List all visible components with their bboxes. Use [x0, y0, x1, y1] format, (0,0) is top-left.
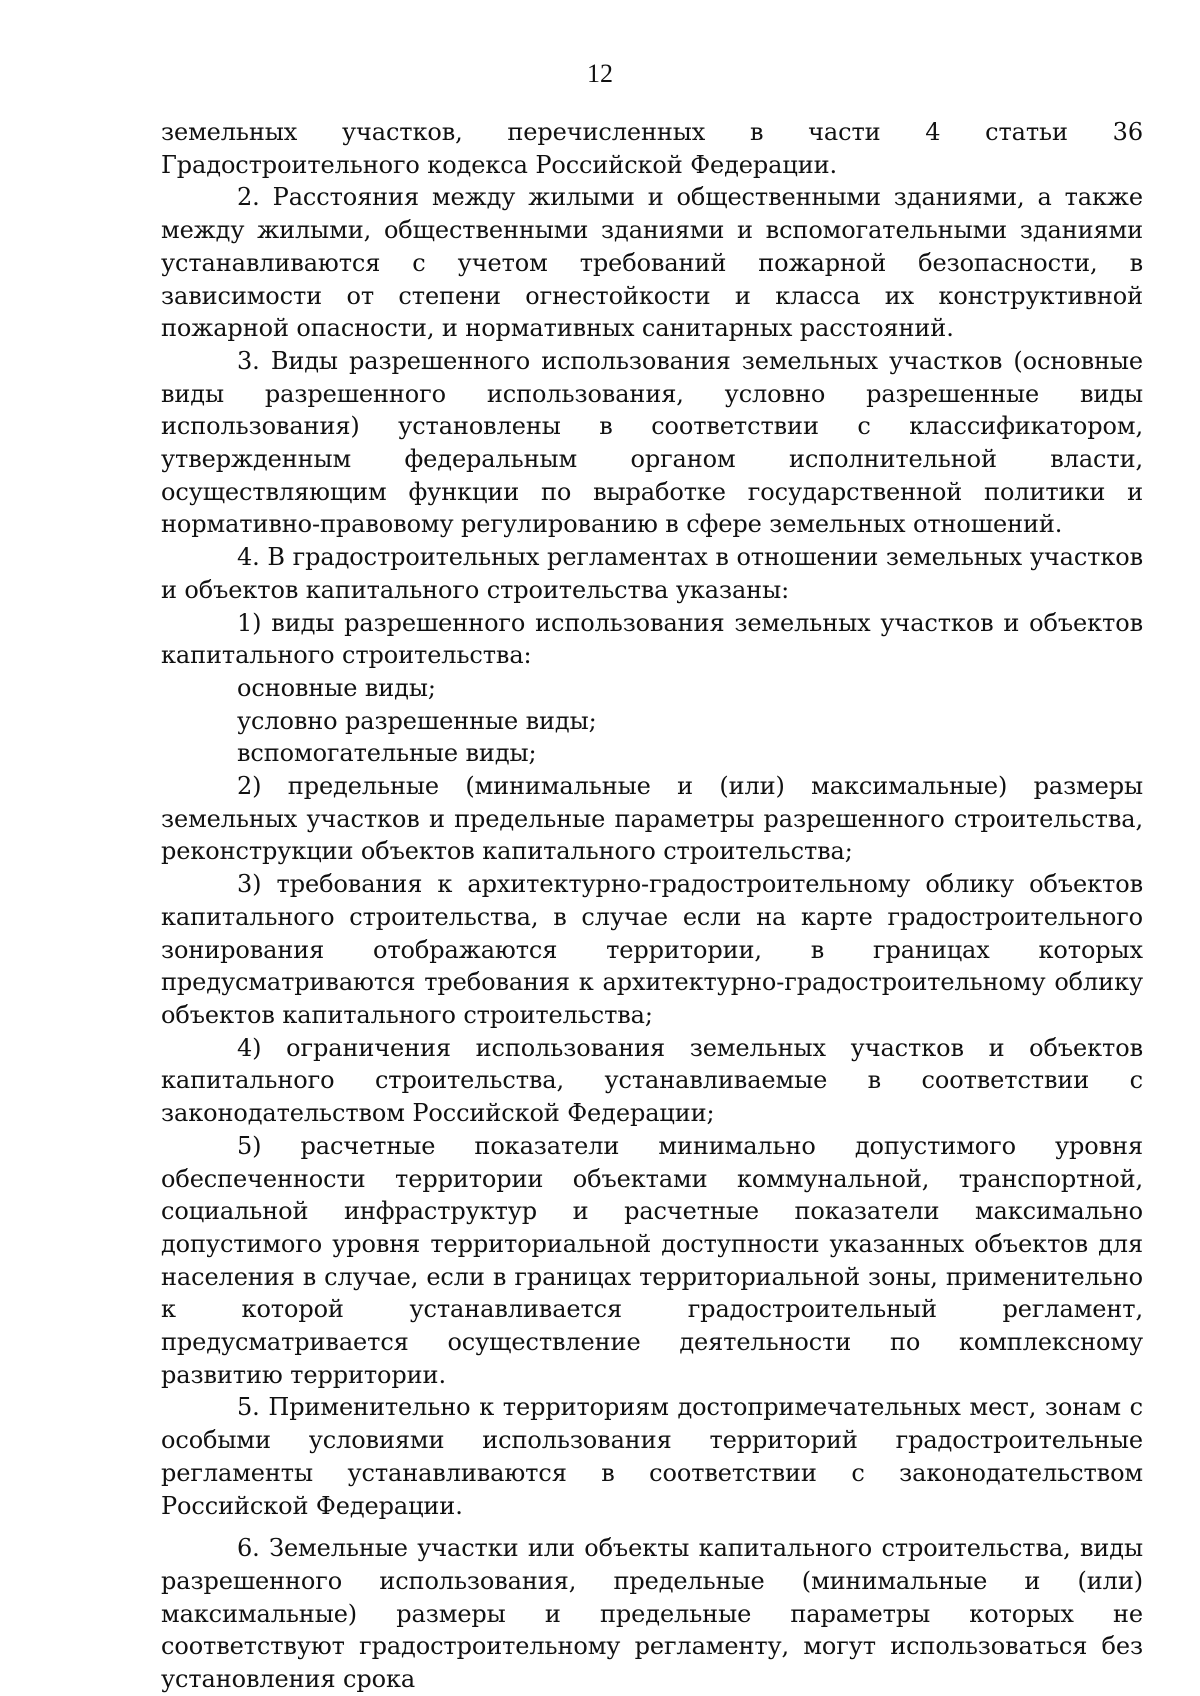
subitem-2: 2) предельные (минимальные и (или) максимальные) размеры земельных участков и предельные параметры разрешенного строительства, реконструкции объектов капитального строительства; [161, 772, 1143, 866]
page-number: 12 [587, 59, 613, 88]
subitem-4: 4) ограничения использования земельных участков и объектов капитального строительства, устанавливаемые в соответствии с законодательством Российской Федерации; [161, 1033, 1143, 1128]
paragraph-6: 6. Земельные участки или объекты капитального строительства, виды разрешенного использования, предельные (минимальные и (или) максимальные) размеры и предельные параметры которых не соответствуют градостроительному регламенту, могут использоваться без установления срока [161, 1534, 1143, 1694]
paragraph-4: 4. В градостроительных регламентах в отношении земельных участков и объектов капитального строительства указаны: [161, 543, 1143, 604]
list-item-auxiliary-types: вспомогательные виды; [237, 739, 537, 768]
document-body [161, 116, 1143, 1696]
paragraph-continuation: земельных участков, перечисленных в части 4 статьи 36 Градостроительного кодекса Российской Федерации. [161, 118, 1143, 179]
list-item-main-types: основные виды; [237, 673, 436, 702]
paragraph-5: 5. Применительно к территориям достопримечательных мест, зонам с особыми условиями использования территорий градостроительные регламенты устанавливаются в соответствии с законодательством Российской Федерации. [161, 1393, 1143, 1520]
subitem-5: 5) расчетные показатели минимально допустимого уровня обеспеченности территории объектами коммунальной, транспортной, социальной инфраструктур и расчетные показатели максимально допустимого уровня территориальной доступности указанных объектов для населения в случае, если в границах территориальной зоны, применительно к которой устанавливается градостроительный регламент, предусматривается осуществление деятельности по комплексному развитию территории. [161, 1131, 1143, 1389]
paragraph-2: 2. Расстояния между жилыми и общественными зданиями, а также между жилыми, общественными зданиями и вспомогательными зданиями устанавливаются с учетом требований пожарной безопасности, в зависимости от степени огнестойкости и класса их конструктивной пожарной опасности, и нормативных санитарных расстояний. [161, 183, 1143, 343]
list-item-conditional-types: условно разрешенные виды; [237, 706, 597, 735]
subitem-3: 3) требования к архитектурно-градостроительному облику объектов капитального строительства, в случае если на карте градостроительного зонирования отображаются территории, в границах которых предусматриваются требования к архитектурно-градостроительному облику объектов капитального строительства; [161, 870, 1143, 1029]
subitem-1: 1) виды разрешенного использования земельных участков и объектов капитального строительства: [161, 608, 1143, 670]
paragraph-3: 3. Виды разрешенного использования земельных участков (основные виды разрешенного использования, условно разрешенные виды использования) установлены в соответствии с классификатором, утвержденным федеральным органом исполнительной власти, осуществляющим функции по выработке государственной политики и нормативно-правовому регулированию в сфере земельных отношений. [161, 346, 1143, 539]
